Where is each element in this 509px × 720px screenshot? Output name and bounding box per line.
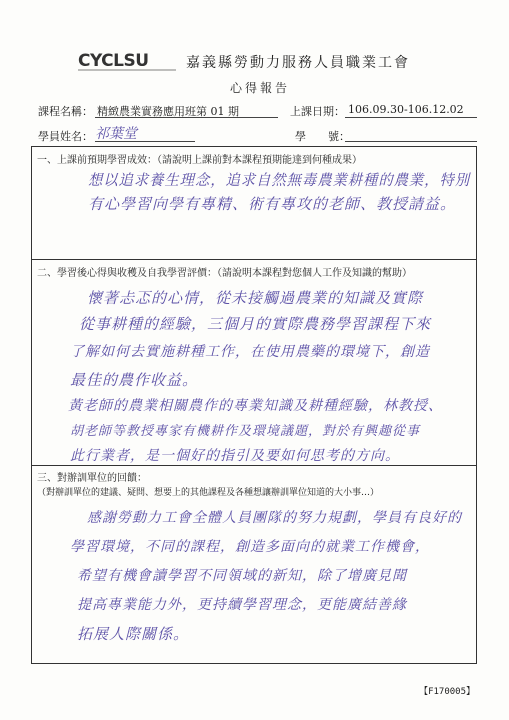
section-divider	[32, 259, 476, 260]
student-id-underline	[345, 141, 477, 142]
student-name-underline	[95, 141, 195, 142]
section2-line: 懷著忐忑的心情，從未接觸過農業的知識及實際	[87, 289, 424, 307]
section1-line: 想以追求養生理念，追求自然無毒農業耕種的農業，特別	[88, 171, 471, 189]
section1-line: 有心學習向學有專精、術有專攻的老師、教授請益。	[88, 195, 457, 213]
date-label: 上課日期：	[290, 105, 345, 118]
section3-title: 三、對辦訓單位的回饋：	[37, 473, 147, 484]
student-name-label: 學員姓名：	[38, 130, 93, 143]
section-divider	[32, 465, 476, 466]
section3-line: 希望有機會讀學習不同領域的新知，除了增廣見聞	[77, 568, 407, 584]
section2-line: 了解如何去實施耕種工作，在使用農藥的環境下，創造	[70, 344, 430, 360]
section3-line: 感謝勞動力工會全體人員團隊的努力規劃，學員有良好的	[87, 510, 462, 526]
section2-title: 二、學習後心得與收穫及自我學習評價：（請說明本課程對您個人工作及知識的幫助）	[37, 268, 412, 279]
date-value: 106.09.30-106.12.02	[348, 103, 464, 116]
report-form	[31, 146, 477, 664]
section2-line: 黃老師的農業相關農作的專業知識及耕種經驗，林教授、	[68, 398, 443, 414]
organization-logo	[78, 50, 176, 72]
section1-title: 一、上課前預期學習成效：（請說明上課前對本課程預期能達到何種成果）	[37, 155, 362, 166]
logo-wordmark: CYCLSU	[78, 51, 149, 71]
course-underline	[95, 117, 278, 118]
section3-line: 拓展人際關係。	[77, 625, 190, 643]
course-label: 課程名稱：	[38, 105, 93, 118]
report-title: 心得報告	[230, 81, 291, 95]
section2-line: 從事耕種的經驗，三個月的實際農務學習課程下來	[79, 315, 432, 333]
section2-line: 最佳的農作收益。	[70, 371, 199, 389]
section3-subtitle: （對辦訓單位的建議、疑問、想要上的其他課程及各種想讓辦訓單位知道的大小事…）	[37, 488, 380, 498]
date-underline	[345, 117, 477, 118]
student-name-handwritten: 祁葉堂	[95, 126, 137, 142]
section2-line: 此行業者，是一個好的指引及要如何思考的方向。	[70, 448, 400, 464]
section3-line: 提高專業能力外，更持續學習理念，更能廣結善緣	[77, 597, 407, 613]
section2-line: 胡老師等教授專家有機耕作及環境議題，對於有興趣從事	[70, 424, 421, 439]
organization-name: 嘉義縣勞動力服務人員職業工會	[186, 55, 410, 71]
course-value: 精緻農業實務應用班第 01 期	[97, 105, 239, 118]
section3-line: 學習環境，不同的課程，創造多面向的就業工作機會，	[70, 539, 430, 555]
student-id-label: 學 號：	[295, 130, 350, 143]
form-code: 【F170005】	[419, 687, 475, 697]
